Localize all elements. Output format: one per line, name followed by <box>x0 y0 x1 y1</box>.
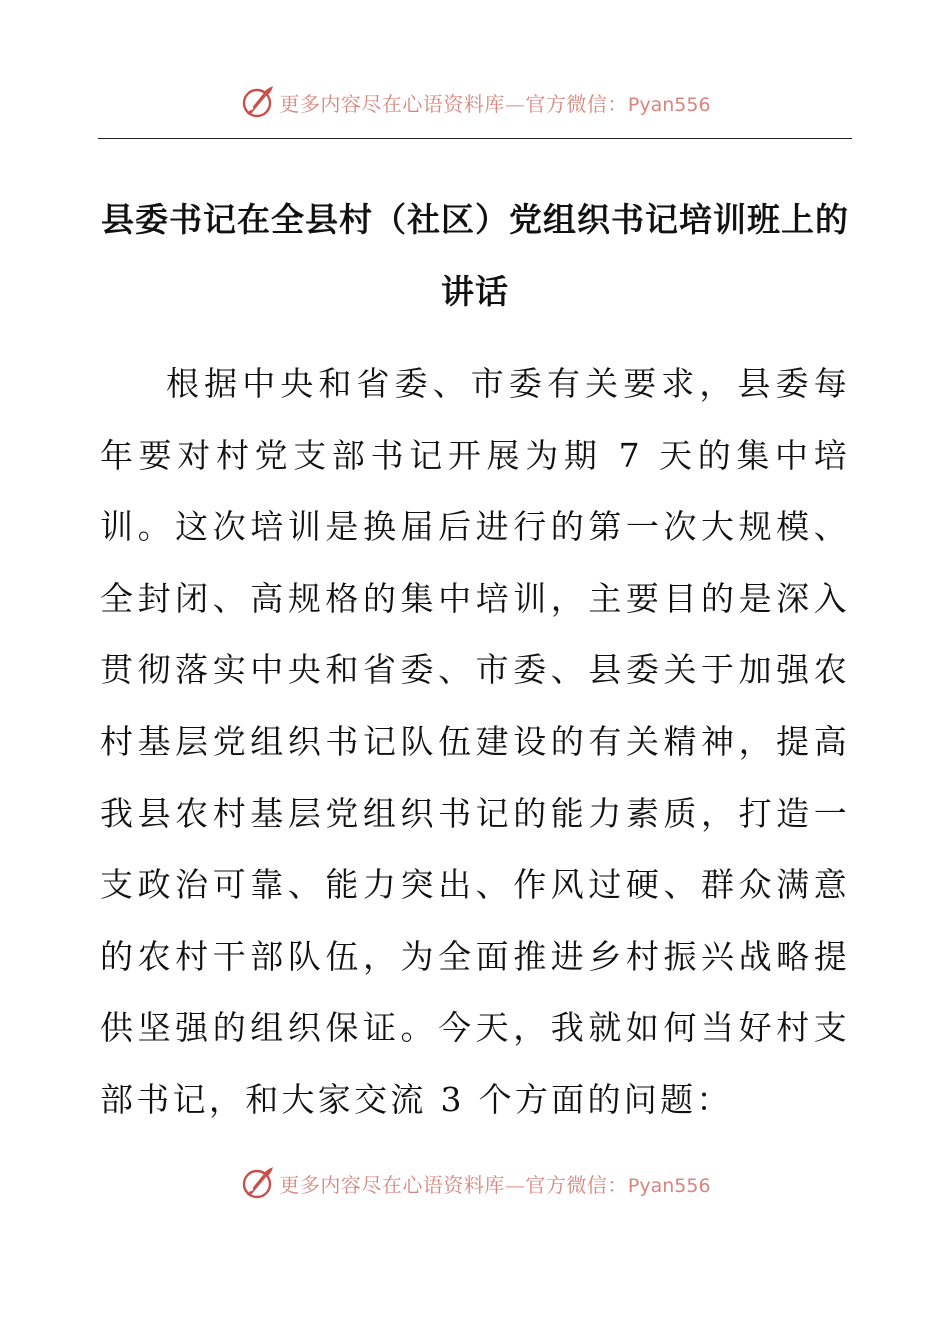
quill-pen-logo-icon <box>239 1165 275 1201</box>
header-banner-dash: — <box>504 91 526 116</box>
footer-banner-site: 更多内容尽在心语资料库 <box>279 1172 505 1197</box>
footer-banner-label: 官方微信： <box>525 1172 628 1197</box>
quill-pen-logo-icon <box>239 84 275 120</box>
header-banner-label: 官方微信： <box>525 91 628 116</box>
footer-banner-code: Pyan556 <box>627 1174 711 1197</box>
header-banner-code: Pyan556 <box>627 93 711 116</box>
header-watermark-text <box>279 88 710 117</box>
footer-banner-dash: — <box>504 1172 526 1197</box>
header-watermark-banner <box>0 82 950 122</box>
header-divider <box>98 138 852 139</box>
footer-watermark-text <box>279 1169 710 1198</box>
document-title: 县委书记在全县村（社区）党组织书记培训班上的讲话 <box>101 200 849 311</box>
footer-watermark-banner <box>0 1163 950 1203</box>
document-paragraph: 根据中央和省委、市委有关要求，县委每年要对村党支部书记开展为期 7 天的集中培训。这次培训是换届后进行的第一次大规模、全封闭、高规格的集中培训，主要目的是深入贯彻落实中央和省委、市委、县委关于加强农村基层党组织书记队伍建设的有关精神，提高我县农村基层党组织书记的能力素质，打造一支政治可靠、能力突出、作风过硬、群众满意的农村干部队伍，为全面推进乡村振兴战略提供坚强的组织保证。今天，我就如何当好村支部书记，和大家交流 3 个方面的问题： <box>100 364 850 1119</box>
header-banner-site: 更多内容尽在心语资料库 <box>279 91 505 116</box>
